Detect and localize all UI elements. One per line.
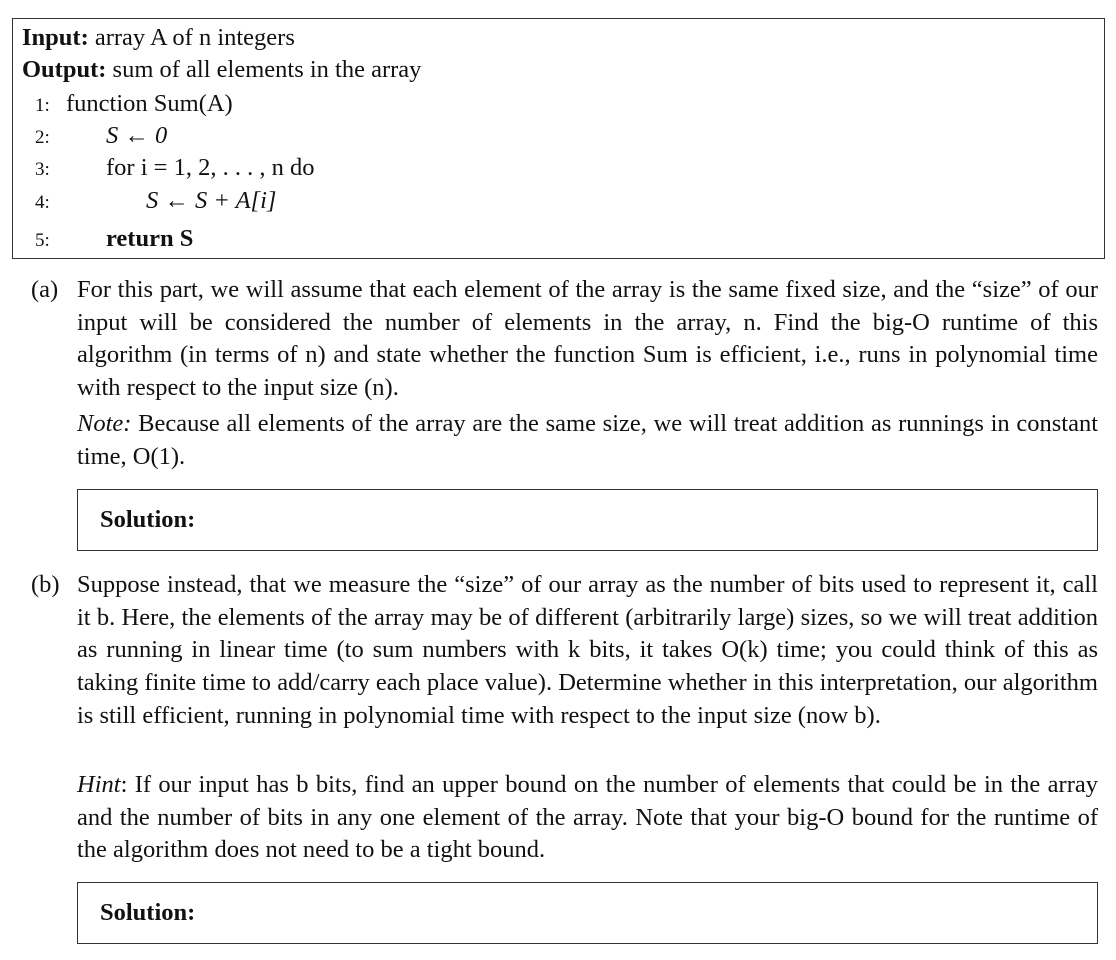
input-text: array A of n integers <box>94 24 295 51</box>
part-b-solution-box[interactable] <box>77 882 1098 944</box>
code-line-4: S ← S + A[i] <box>146 187 277 214</box>
part-b-label: (b) <box>31 571 60 598</box>
code-line-2: S ← 0 <box>106 122 168 149</box>
part-b-solution-label: Solution: <box>100 899 196 926</box>
output-label: Output: <box>22 56 107 83</box>
part-a-label: (a) <box>31 276 59 303</box>
note-label: Note: <box>77 410 132 437</box>
part-a-text: For this part, we will assume that each element of the array is the same fixed size, and the “size” of our input will be considered the number of elements in the array, n. Find the big-O runtime of this algorithm (in terms of n) and state whether the function Sum is efficient, i.e., runs in polynomial time with respect to the input size (n). <box>77 276 1098 402</box>
code-line-3: for i = 1, 2, . . . , n do <box>106 154 315 181</box>
line-number-3: 3: <box>35 159 50 180</box>
part-b-text: Suppose instead, that we measure the “size” of our array as the number of bits used to represent it, call it b. Here, the elements of the array may be of different (arbitrarily large) sizes, so we will treat addition as running in linear time (to sum numbers with k bits, it takes O(k) time; you could think of this as taking finite time to add/carry each place value). Determine whether in this interpretation, our algorithm is still efficient, running in polynomial time with respect to the input size (now b). <box>77 571 1098 729</box>
part-b-hint <box>77 769 1098 867</box>
code-line-1: function Sum(A) <box>66 90 233 117</box>
hint-label: Hint <box>77 771 121 798</box>
line-number-4: 4: <box>35 192 50 213</box>
part-a-solution-box[interactable] <box>77 489 1098 551</box>
algorithm-box <box>12 18 1105 259</box>
line-number-5: 5: <box>35 230 50 251</box>
part-a-solution-label: Solution: <box>100 506 196 533</box>
hint-text: : If our input has b bits, find an upper bound on the number of elements that could be in the array and the number of bits in any one element of the array. Note that your big-O bound for the runtime of the algorithm does not need to be a tight bound. <box>77 771 1098 864</box>
input-line <box>22 26 295 51</box>
output-line <box>22 58 421 83</box>
input-label: Input: <box>22 24 89 51</box>
line-number-2: 2: <box>35 127 50 148</box>
output-text: sum of all elements in the array <box>112 56 422 83</box>
line-number-1: 1: <box>35 95 50 116</box>
code-line-5: return S <box>106 225 194 252</box>
part-a-note <box>77 408 1098 473</box>
note-text: Because all elements of the array are the same size, we will treat addition as runnings in constant time, O(1). <box>77 410 1099 470</box>
